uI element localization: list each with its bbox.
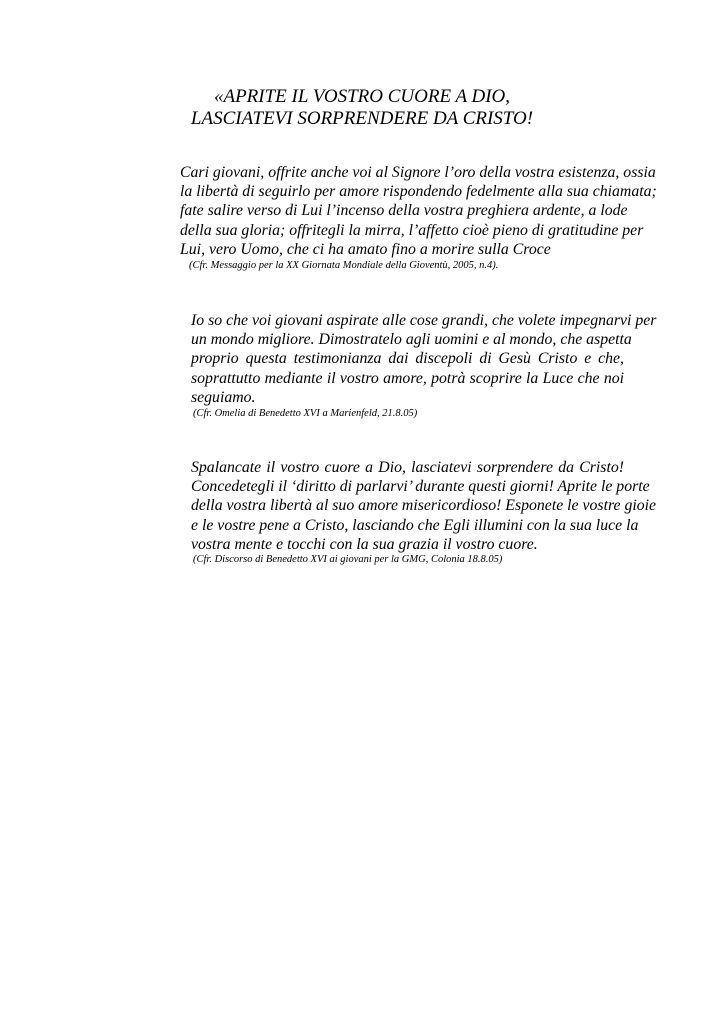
paragraph-line: Cari giovani, offrite anche voi al Signore l’oro della vostra esistenza, ossia — [180, 164, 656, 181]
paragraph-3 — [191, 458, 657, 554]
paragraph-line: della sua gloria; offritegli la mirra, l’affetto cioè pieno di gratitudine per — [180, 221, 644, 239]
citation-2: (Cfr. Omelia di Benedetto XVI a Marienfeld, 21.8.05) — [193, 408, 418, 419]
paragraph-line: Concedetegli il ‘diritto di parlarvi’ durante questi giorni! Aprite le porte — [191, 478, 650, 496]
paragraph-line: Io so che voi giovani aspirate alle cose grandi, che volete impegnarvi per — [191, 312, 657, 329]
paragraph-line: un mondo migliore. Dimostratelo agli uomini e al mondo, che aspetta — [191, 331, 632, 349]
paragraph-line: Spalancate il vostro cuore a Dio, lasciatevi sorprendere da Cristo! — [191, 459, 624, 476]
paragraph-line: la libertà di seguirlo per amore rispondendo fedelmente alla sua chiamata; — [180, 183, 657, 201]
paragraph-line: della vostra libertà al suo amore misericordioso! Esponete le vostre gioie — [191, 497, 657, 515]
title-line-1: «APRITE IL VOSTRO CUORE A DIO, — [213, 86, 511, 107]
title-line-2: LASCIATEVI SORPRENDERE DA CRISTO! — [190, 108, 534, 129]
paragraph-line: vostra mente e tocchi con la sua grazia il vostro cuore. — [191, 535, 538, 553]
paragraph-line: seguiamo. — [191, 388, 256, 406]
citation-1: (Cfr. Messaggio per la XX Giornata Mondiale della Gioventù, 2005, n.4). — [189, 260, 499, 271]
citation-3: (Cfr. Discorso di Benedetto XVI ai giovani per la GMG, Colonia 18.8.05) — [193, 554, 503, 565]
paragraph-line: proprio questa testimonianza dai discepoli di Gesù Cristo e che, — [191, 350, 624, 368]
paragraph-2 — [191, 311, 657, 407]
paragraph-line: soprattutto mediante il vostro amore, potrà scoprire la Luce che noi — [191, 369, 624, 387]
paragraph-line: fate salire verso di Lui l’incenso della vostra preghiera ardente, a lode — [180, 202, 628, 220]
paragraph-line: e le vostre pene a Cristo, lasciando che Egli illumini con la sua luce la — [191, 516, 639, 534]
paragraph-line: Lui, vero Uomo, che ci ha amato fino a morire sulla Croce — [180, 240, 551, 258]
paragraph-1 — [180, 163, 657, 259]
